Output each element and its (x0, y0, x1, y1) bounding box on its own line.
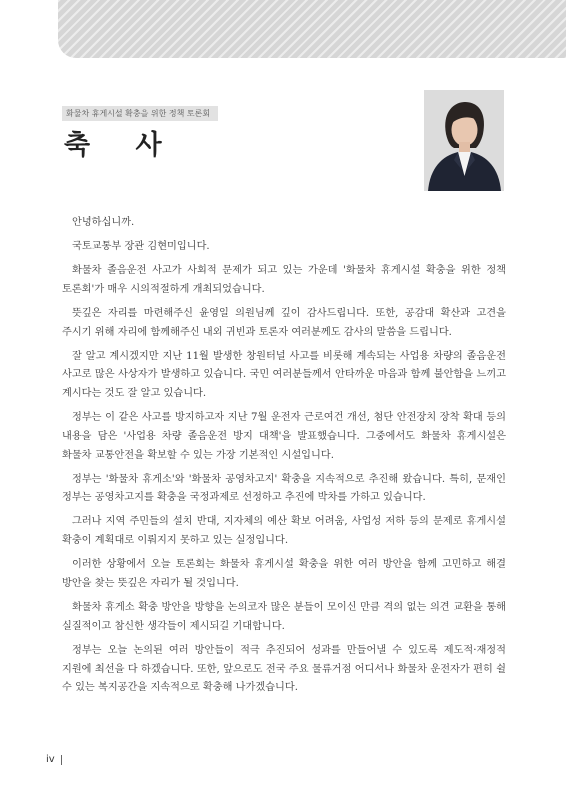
footer-divider (61, 755, 62, 765)
paragraph: 그러나 지역 주민들의 설치 반대, 지자체의 예산 확보 어려움, 사업성 저하 등의 문제로 휴게시설 확충이 계획대로 이뤄지지 못하고 있는 실정입니다. (62, 516, 506, 547)
paragraph: 국토교통부 장관 김현미입니다. (72, 240, 210, 252)
paragraph: 안녕하십니까. (72, 217, 135, 228)
paragraph: 정부는 오늘 논의된 여러 방안들이 적극 추진되어 성과를 만들어낼 수 있도록 제도적·재정적 지원에 최선을 다 하겠습니다. 또한, 앞으로도 전국 주요 물류거점 어디서나 화물차 운전자가 편히 쉴 수 있는 복지공간을 지속적으로 확충해 나가겠습니다. (62, 644, 506, 694)
paragraph: 뜻깊은 자리를 마련해주신 윤영일 의원님께 깊이 감사드립니다. 또한, 공감대 확산과 고견을 주시기 위해 자리에 함께해주신 내외 귀빈과 토론자 여러분께도 감사의 말씀을 드립니다. (62, 307, 506, 338)
page-footer (46, 754, 62, 765)
portrait-photo-icon (424, 90, 504, 191)
header-decoration (58, 0, 566, 58)
section-tag: 화물차 휴게시설 확충을 위한 정책 토론회 (62, 106, 218, 121)
paragraph: 화물차 휴게소 확충 방안을 방향을 논의코자 많은 분들이 모이신 만큼 격의 없는 의견 교환을 통해 실질적이고 참신한 생각들이 제시되길 기대합니다. (62, 602, 506, 632)
portrait-photo (424, 90, 504, 191)
letter-body (62, 214, 506, 703)
paragraph: 정부는 이 같은 사고를 방지하고자 지난 7월 운전자 근로여건 개선, 첨단 안전장치 장착 확대 등의 내용을 담은 '사업용 차량 졸음운전 방지 대책'을 발표했습니다. 그중에서도 화물차 휴게시설은 화물차 교통안전을 확보할 수 있는 가장 기본적인 시설입니다. (62, 412, 506, 461)
paragraph: 이러한 상황에서 오늘 토론회는 화물차 휴게시설 확충을 위한 여러 방안을 함께 고민하고 해결 방안을 찾는 뜻깊은 자리가 될 것입니다. (62, 559, 506, 590)
paragraph: 정부는 '화물차 휴게소'와 '화물차 공영차고지' 확충을 지속적으로 추진해 왔습니다. 특히, 문재인 정부는 공영차고지를 확충을 국정과제로 선정하고 추진에 박차를 가하고 있습니다. (62, 473, 506, 504)
paragraph: 화물차 졸음운전 사고가 사회적 문제가 되고 있는 가운데 '화물차 휴게시설 확충을 위한 정책 토론회'가 매우 시의적절하게 개최되었습니다. (62, 264, 506, 295)
page-title: 축 사 (64, 130, 180, 161)
page-number: iv (46, 754, 55, 765)
paragraph: 잘 알고 계시겠지만 지난 11월 발생한 창원터널 사고를 비롯해 계속되는 사업용 차량의 졸음운전 사고로 많은 사상자가 발생하고 있습니다. 국민 여러분들께서 안타까운 마음과 함께 불안함을 느끼고 계시다는 것도 잘 알고 있습니다. (62, 350, 506, 400)
